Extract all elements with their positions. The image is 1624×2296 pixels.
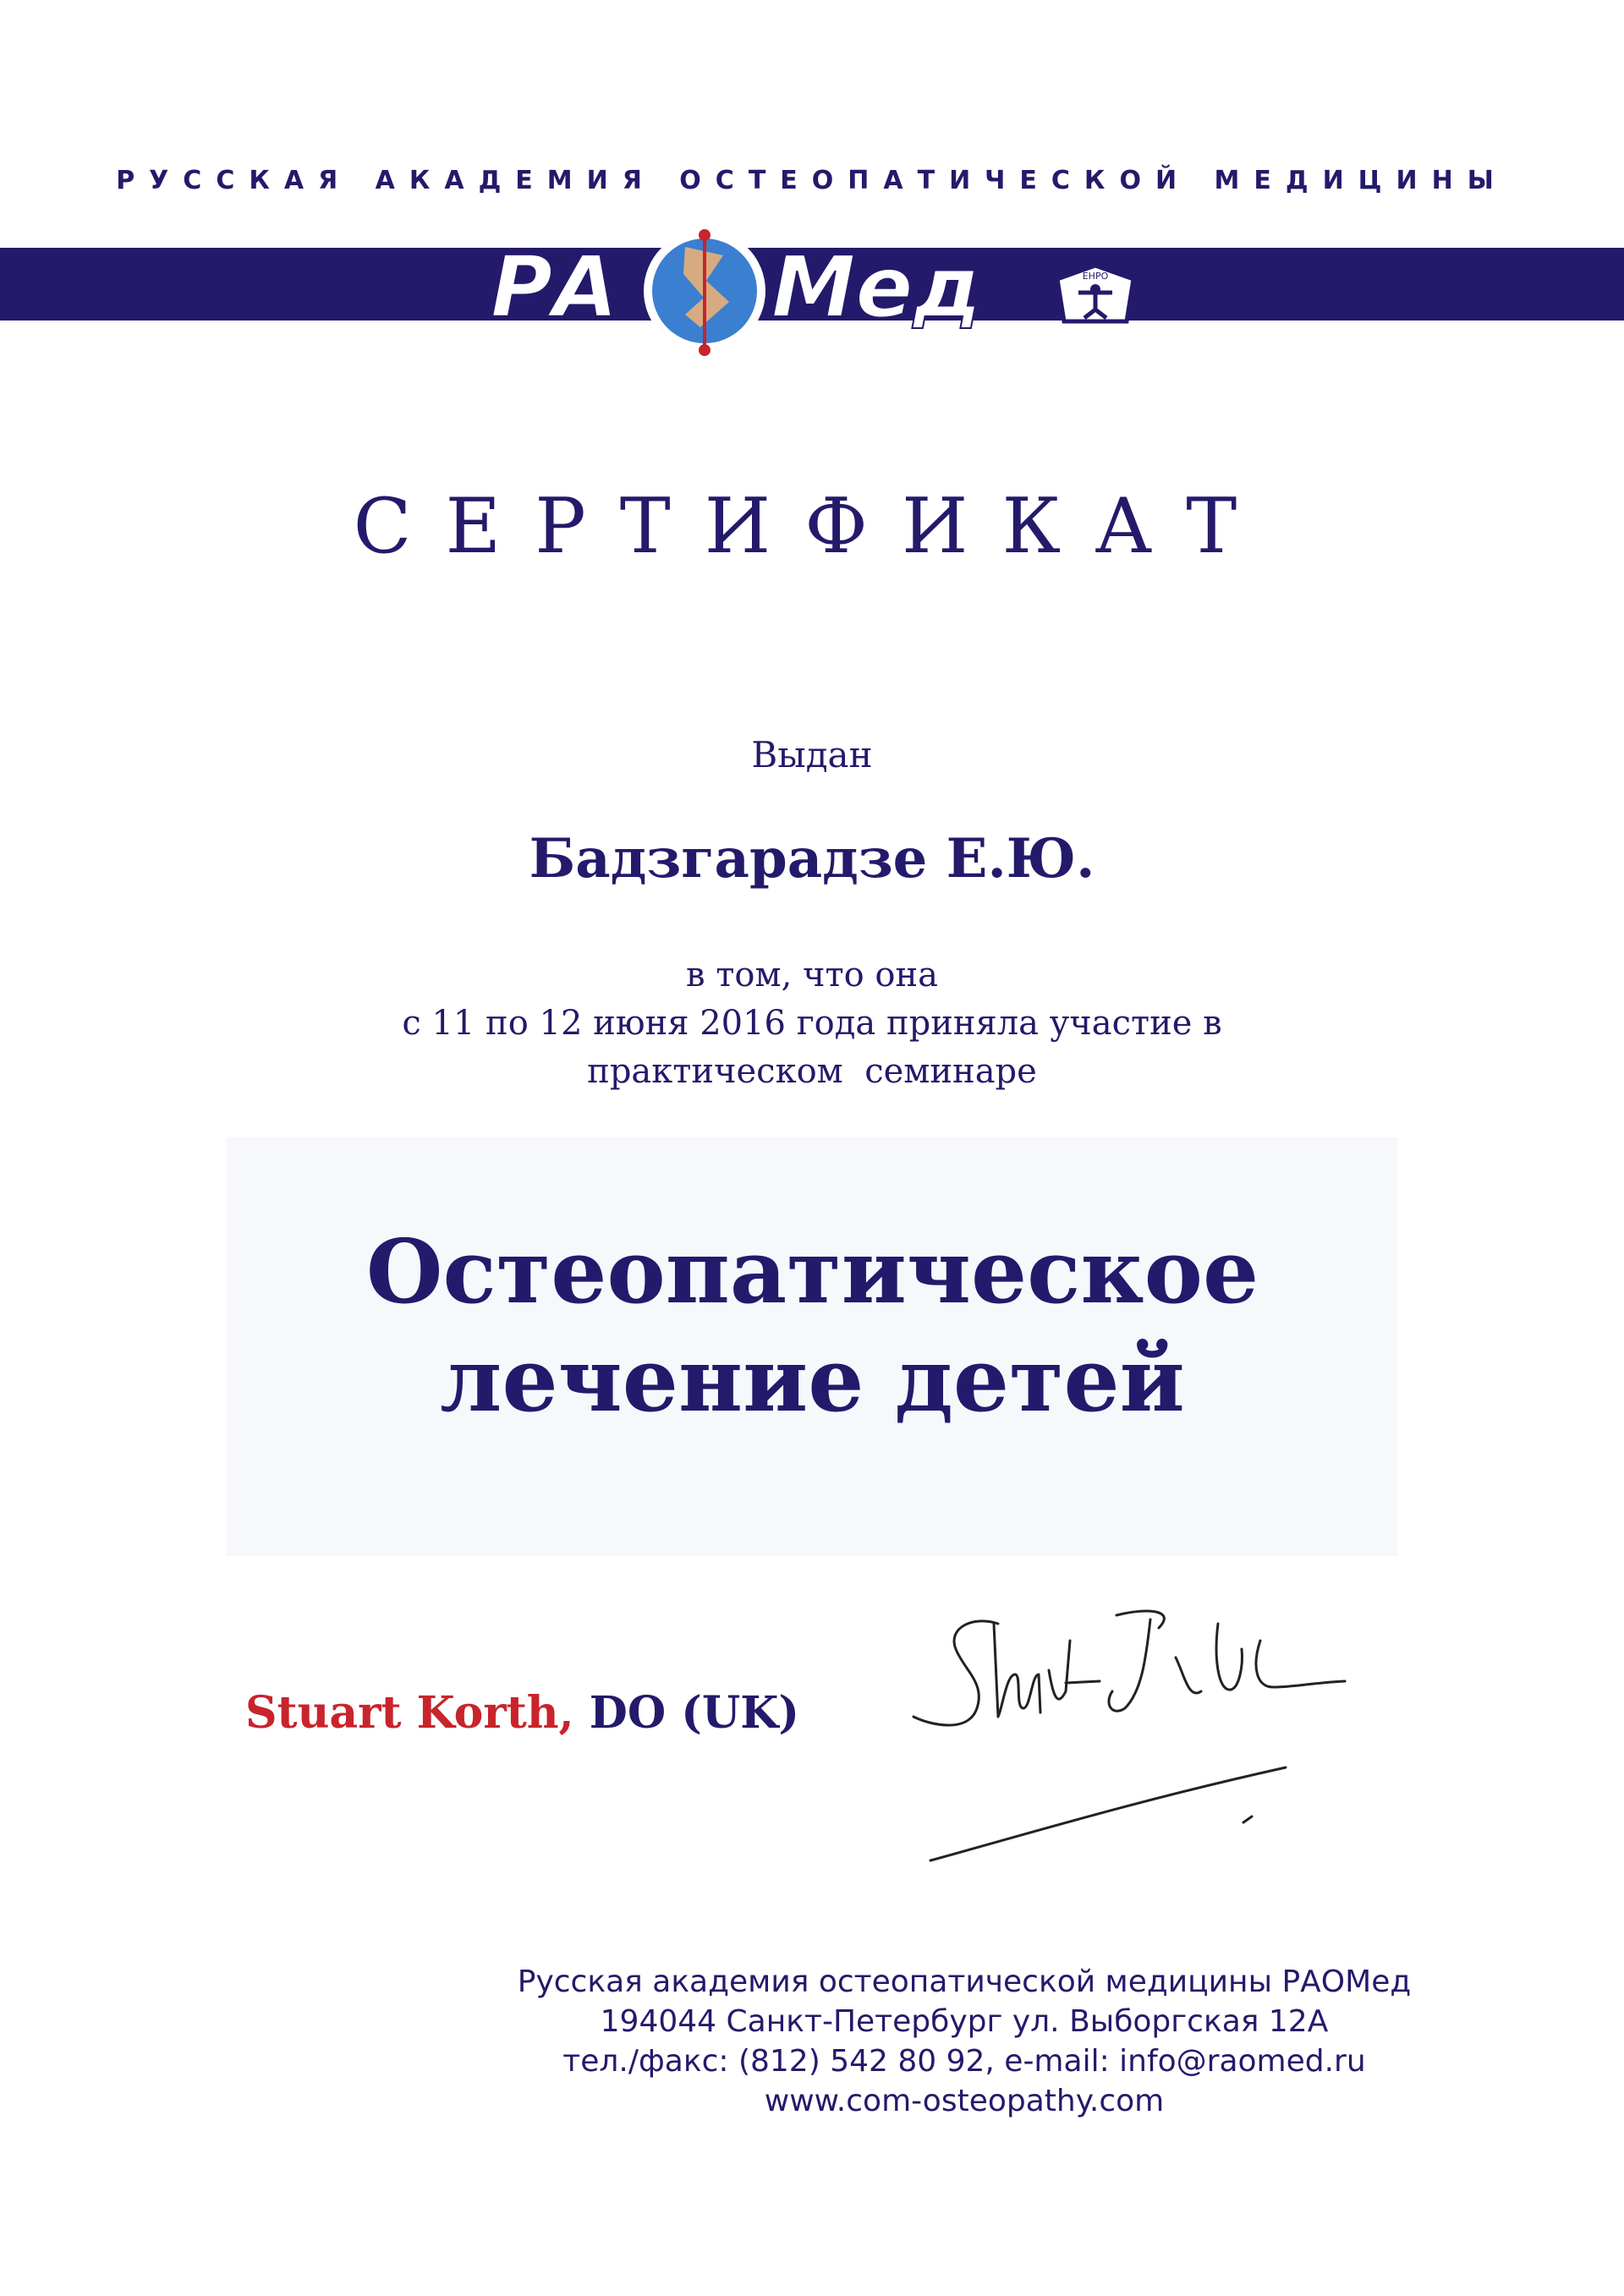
footer-line: тел./факс: (812) 542 80 92, e-mail: info@raomed.ru: [562, 2044, 1366, 2079]
academy-name-header: РУССКАЯ АКАДЕМИЯ ОСТЕОПАТИЧЕСКОЙ МЕДИЦИНЫ: [116, 166, 1508, 195]
speaker-name: Stuart Korth,: [245, 1687, 574, 1739]
raomed-logo: [482, 222, 1150, 365]
certificate-title: СЕРТИФИКАТ: [353, 482, 1271, 571]
svg-text:EHPO: EHPO: [1082, 271, 1109, 282]
participation-line: с 11 по 12 июня 2016 года приняла участие в: [402, 1004, 1222, 1043]
participation-line: в том, что она: [686, 956, 938, 995]
footer-contacts: [457, 1962, 1472, 2121]
footer-line: Русская академия остеопатической медицины РАОМед: [517, 1964, 1412, 1999]
seminar-title-line: Остеопатическое: [365, 1219, 1259, 1323]
footer-line: 194044 Санкт-Петербург ул. Выборгская 12А: [600, 2004, 1329, 2039]
logo-text-left: РА: [491, 238, 618, 337]
participation-text: [0, 951, 1624, 1096]
recipient-name: Бадзгарадзе Е.Ю.: [529, 827, 1095, 890]
participation-line: практическом семинаре: [587, 1052, 1037, 1091]
footer-line: www.com-osteopathy.com: [764, 2084, 1165, 2118]
speaker: [245, 1687, 799, 1739]
handwritten-signature: [897, 1590, 1370, 1877]
ehpo-emblem-icon: [1057, 266, 1133, 321]
seminar-title: [227, 1218, 1398, 1434]
speaker-degree: DO (UK): [573, 1687, 800, 1739]
seminar-title-line: лечение детей: [440, 1328, 1185, 1432]
issued-label: Выдан: [751, 734, 873, 775]
logo-text-right: Мед: [771, 238, 982, 337]
